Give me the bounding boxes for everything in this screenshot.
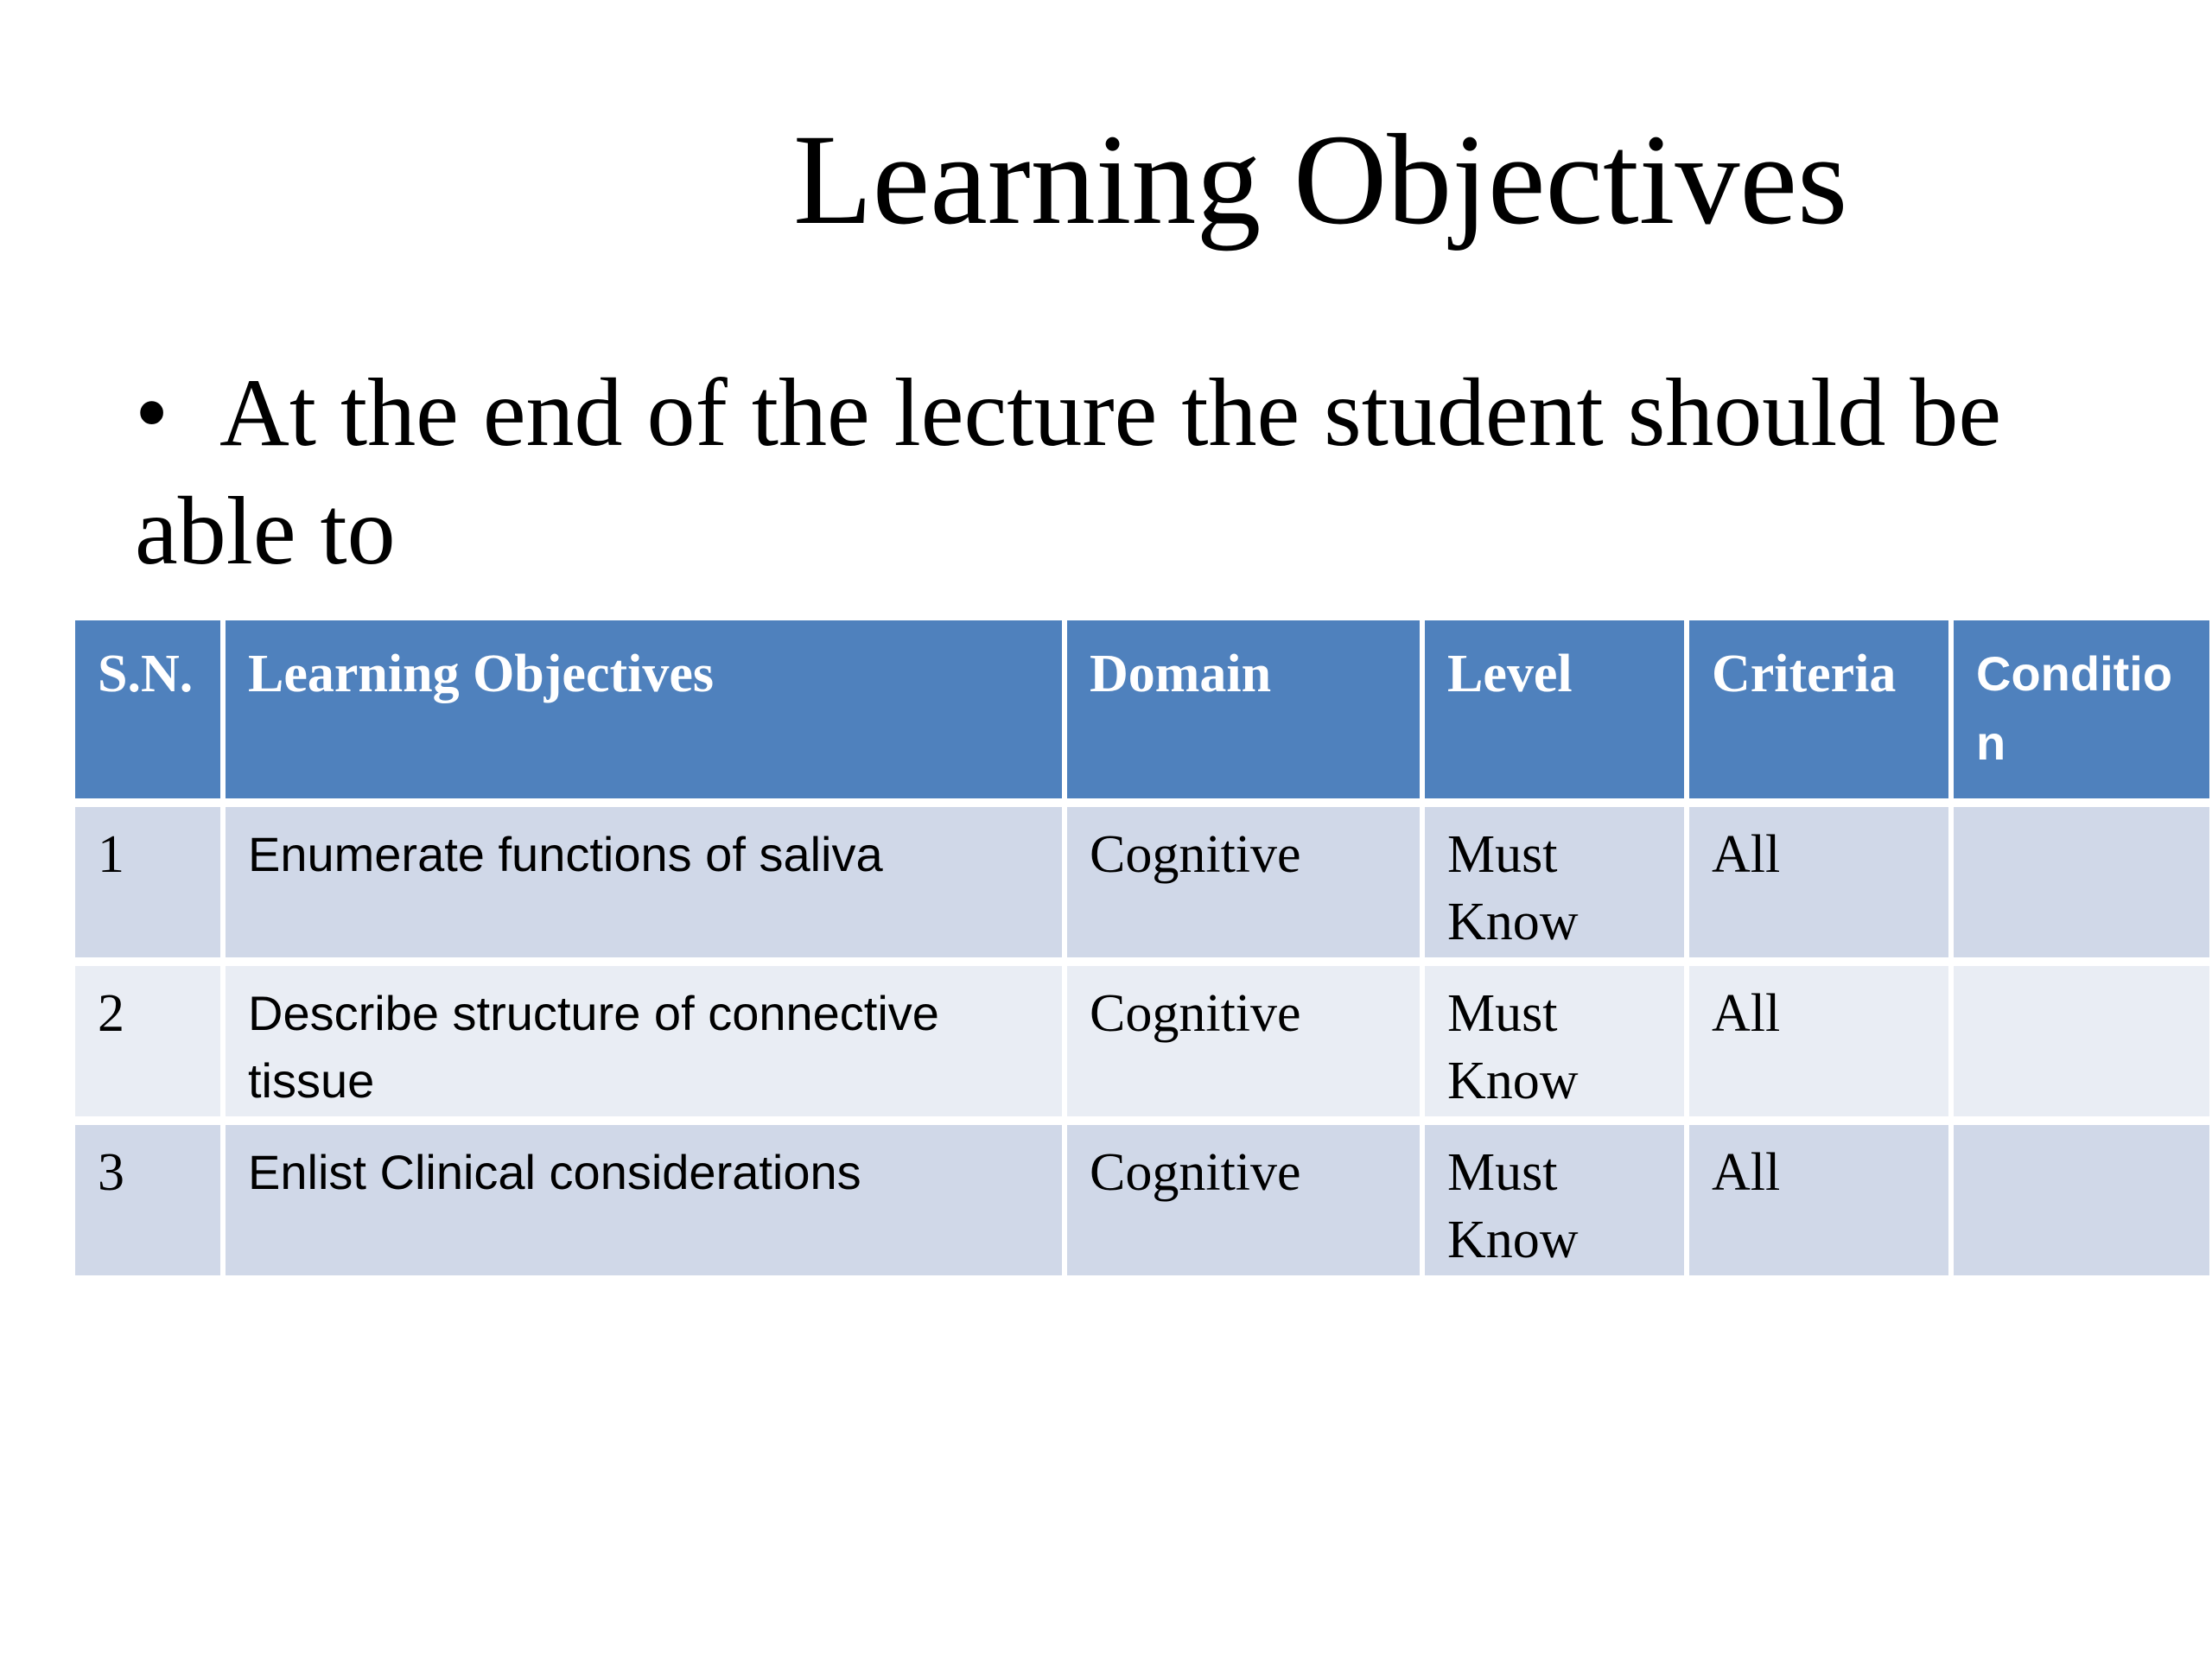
- cell-sn: 1: [75, 807, 220, 957]
- header-condition: Condition: [1954, 620, 2209, 798]
- cell-domain: Cognitive: [1067, 1125, 1420, 1275]
- intro-bullet: [135, 354, 2105, 591]
- header-learning-objectives: Learning Objectives: [226, 620, 1062, 798]
- cell-criteria: All: [1689, 1125, 1948, 1275]
- cell-sn: 3: [75, 1125, 220, 1275]
- cell-criteria: All: [1689, 807, 1948, 957]
- cell-objective: Describe structure of connective tissue: [226, 966, 1062, 1116]
- header-sn: S.N.: [75, 620, 220, 798]
- header-level: Level: [1425, 620, 1684, 798]
- table-row: [75, 807, 2209, 957]
- cell-condition: [1954, 807, 2209, 957]
- cell-objective: Enlist Clinical considerations: [226, 1125, 1062, 1275]
- cell-sn: 2: [75, 966, 220, 1116]
- cell-level: Must Know: [1425, 966, 1684, 1116]
- slide-title: Learning Objectives: [793, 108, 1848, 251]
- table-row: [75, 966, 2209, 1116]
- cell-domain: Cognitive: [1067, 966, 1420, 1116]
- cell-level: Must Know: [1425, 1125, 1684, 1275]
- cell-condition: [1954, 966, 2209, 1116]
- cell-objective: Enumerate functions of saliva: [226, 807, 1062, 957]
- cell-condition: [1954, 1125, 2209, 1275]
- table-row: [75, 1125, 2209, 1275]
- table-header-row: [75, 620, 2209, 798]
- intro-text: At the end of the lecture the student should be able to: [135, 359, 2002, 585]
- learning-objectives-table: [70, 612, 2212, 1284]
- header-criteria: Criteria: [1689, 620, 1948, 798]
- header-domain: Domain: [1067, 620, 1420, 798]
- bullet-marker: •: [135, 359, 169, 467]
- cell-domain: Cognitive: [1067, 807, 1420, 957]
- cell-level: Must Know: [1425, 807, 1684, 957]
- cell-criteria: All: [1689, 966, 1948, 1116]
